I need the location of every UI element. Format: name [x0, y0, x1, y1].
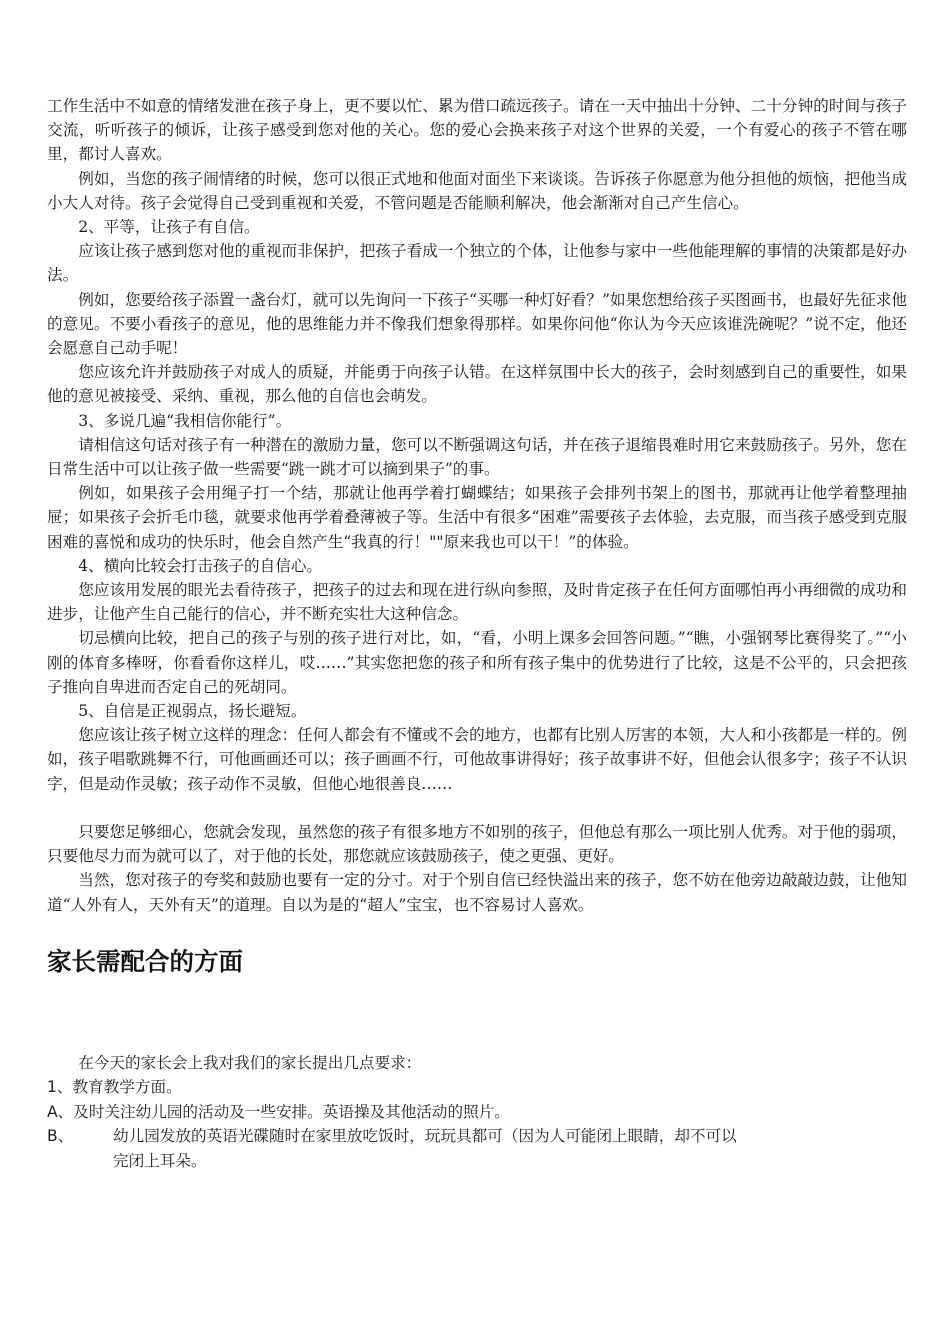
body-paragraph: 您应该允许并鼓励孩子对成人的质疑，并能勇于向孩子认错。在这样氛围中长大的孩子，会时刻感到自己的重要性，如果他的意见被接受、采纳、重视，那么他的自信也会萌发。: [47, 363, 907, 406]
requirements-intro: 在今天的家长会上我对我们的家长提出几点要求：: [78, 1053, 422, 1072]
item-label: B、: [47, 1127, 74, 1146]
body-paragraph: 您应该用发展的眼光去看待孩子，把孩子的过去和现在进行纵向参照，及时肯定孩子在任何方面哪怕再小再细微的成功和进步，让他产生自己能行的信心，并不断充实壮大这种信念。: [47, 581, 907, 624]
item-text: 、教育教学方面。: [56, 1078, 182, 1097]
requirement-item-a: [47, 1100, 907, 1125]
parent-requirements-section: [47, 1051, 907, 1174]
body-paragraph: 您应该让孩子树立这样的理念：任何人都会有不懂或不会的地方，也都有比别人厉害的本领，大人和小孩都是一样的。例如，孩子唱歌跳舞不行，可他画画还可以；孩子画画不行，可他故事讲得好；孩子故事讲不好，但他会认很多字；孩子不认识字，但是动作灵敏；孩子动作不灵敏，但他心地很善良……: [47, 726, 907, 793]
requirement-item-1: [47, 1075, 907, 1100]
blank-line: [47, 796, 907, 820]
item-text: 、及时关注幼儿园的活动及一些安排。英语操及其他活动的照片。: [57, 1102, 510, 1121]
body-paragraph: 工作生活中不如意的情绪发泄在孩子身上，更不要以忙、累为借口疏远孩子。请在一天中抽出十分钟、二十分钟的时间与孩子交流，听听孩子的倾诉，让孩子感受到您对他的关心。您的爱心会换来孩子对这个世界的关爱，一个有爱心的孩子不管在哪里，都讨人喜欢。: [47, 97, 907, 164]
closing-paragraph: 只要您足够细心，您就会发现，虽然您的孩子有很多地方不如别的孩子，但他总有那么一项比别人优秀。对于他的弱项，只要他尽力而为就可以了，对于他的长处，那您就应该鼓励孩子，使之更强、更好。: [47, 822, 907, 866]
item-number: 1: [47, 1078, 57, 1097]
document-page: [47, 94, 907, 1173]
requirement-item-b: [47, 1124, 907, 1173]
body-paragraph: 例如，当您的孩子闹情绪的时候，您可以很正式地和他面对面坐下来谈谈。告诉孩子你愿意为他分担他的烦恼，把他当成小大人对待。孩子会觉得自己受到重视和关爱，不管问题是否能顺利解决，他会渐渐对自己产生信心。: [47, 169, 907, 212]
item-label: A: [47, 1102, 58, 1121]
item-text-line-2: 完闭上耳朵。: [113, 1151, 207, 1170]
item-text-line-1: 幼儿园发放的英语光碟随时在家里放吃饭时，玩玩具都可（因为人可能闭上眼睛，却不可以: [113, 1127, 737, 1146]
point-heading: 4、横向比较会打击孩子的自信心。: [78, 556, 323, 575]
section-heading: 家长需配合的方面: [47, 946, 243, 976]
body-paragraph: 应该让孩子感到您对他的重视而非保护，把孩子看成一个独立的个体，让他参与家中一些他能理解的事情的决策都是好办法。: [47, 242, 907, 285]
body-paragraph: 例如，如果孩子会用绳子打一个结，那就让他再学着打蝴蝶结；如果孩子会排列书架上的图书，那就再让他学着整理抽屉；如果孩子会折毛巾毯，就要求他再学着叠薄被子等。生活中有很多“困难”需要孩子去体验，去克服，而当孩子感受到克服困难的喜悦和成功的快乐时，他会自然产生“我真的行！""原来我也可以干！”的体验。: [47, 484, 907, 551]
body-paragraph: 切忌横向比较，把自己的孩子与别的孩子进行对比，如，“看，小明上课多会回答问题。”“瞧，小强钢琴比赛得奖了。”“小刚的体育多棒呀，你看看你这样儿，哎……”其实您把您的孩子和所有孩子集中的优势进行了比较，这是不公平的，只会把孩子推向自卑进而否定自己的死胡同。: [47, 629, 907, 696]
point-heading: 3、多说几遍“我相信你能行”。: [78, 411, 292, 430]
point-heading: 5、自信是正视弱点，扬长避短。: [78, 702, 307, 721]
point-heading: 2、平等，让孩子有自信。: [78, 218, 260, 237]
body-paragraph: 请相信这句话对孩子有一种潜在的激励力量，您可以不断强调这句话，并在孩子退缩畏难时用它来鼓励孩子。另外，您在日常生活中可以让孩子做一些需要“跳一跳才可以摘到果子”的事。: [47, 435, 907, 479]
body-paragraph: 例如，您要给孩子添置一盏台灯，就可以先询问一下孩子“买哪一种灯好看？”如果您想给孩子买图画书，也最好先征求他的意见。不要小看孩子的意见，他的思维能力并不像我们想象得那样。如果你问他“你认为今天应该谁洗碗呢？”说不定，他还会愿意自己动手呢！: [47, 290, 907, 358]
closing-paragraph: 当然，您对孩子的夸奖和鼓励也要有一定的分寸。对于个别自信已经快溢出来的孩子，您不妨在他旁边敲敲边鼓，让他知道“人外有人，天外有天”的道理。自以为是的“超人”宝宝，也不容易讨人喜欢。: [47, 871, 907, 914]
